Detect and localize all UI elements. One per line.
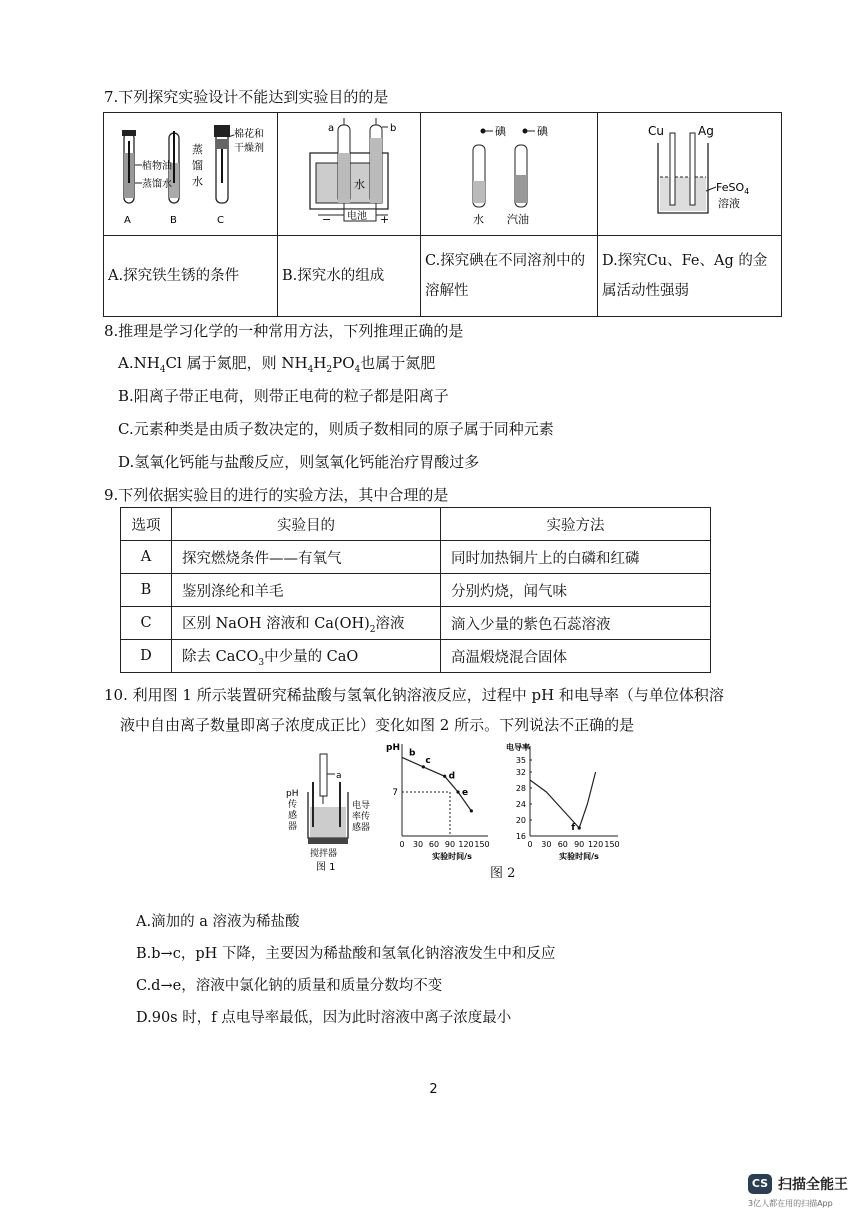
fig-c-water: 水 — [473, 213, 484, 226]
ph-x-tick: 60 — [428, 840, 440, 849]
fig-a-label2: 蒸馏水 — [142, 179, 172, 190]
cond-x-label: 实验时间/s — [559, 852, 599, 861]
q10-option-b: B.b→c，pH 下降，主要因为稀盐酸和氢氧化钠溶液发生中和反应 — [136, 946, 556, 962]
figure-1-apparatus — [280, 752, 380, 872]
q8-a-h: H — [313, 354, 327, 372]
q9-row-c-method: 滴入少量的紫色石蕊溶液 — [441, 607, 711, 640]
fig-b-b: b — [390, 123, 397, 134]
ph-point — [456, 790, 459, 793]
q9-row-c-goal-pre: 区别 NaOH 溶液和 Ca(OH) — [182, 615, 370, 632]
fig1-caption: 图 1 — [316, 862, 336, 872]
figure-2-caption: 图 2 — [490, 866, 516, 881]
fig1-ph4: 器 — [288, 822, 298, 832]
q9-header-row — [121, 508, 711, 541]
fig1-stirrer: 搅拌器 — [310, 849, 338, 859]
q8-title: 8.推理是学习化学的一种常用方法，下列推理正确的是 — [104, 322, 464, 340]
fig-a-label4: 馏 — [192, 159, 203, 172]
fig1-ph1: pH — [286, 789, 299, 799]
q8-a-pre: A.NH — [118, 354, 160, 372]
scanner-logo-icon: CS — [748, 1174, 772, 1194]
q7-option-b: B.探究水的组成 — [278, 236, 421, 317]
q10-option-a: A.滴加的 a 溶液为稀盐酸 — [136, 914, 300, 930]
q8-a-po: PO — [332, 354, 355, 372]
conductivity-chart — [500, 740, 625, 865]
fig-a-A: A — [124, 215, 131, 226]
cond-x-tick: 60 — [557, 840, 568, 849]
q7-option-d: D.探究Cu、Fe、Ag 的金属活动性强弱 — [598, 236, 782, 317]
fig-a-label3: 蒸 — [192, 143, 203, 156]
fig-b-water: 水 — [354, 178, 365, 191]
q9-row-b-goal: 鉴别涤纶和羊毛 — [172, 574, 441, 607]
ph-point-label: c — [425, 755, 431, 766]
q7-fig-b — [278, 113, 421, 236]
fig-d-cu: Cu — [648, 124, 664, 138]
q10-line1: 10. 利用图 1 所示装置研究稀盐酸与氢氧化钠溶液反应，过程中 pH 和电导率（与单位体积溶 — [104, 686, 724, 704]
ph-x-label: 实验时间/s — [432, 852, 472, 861]
fig-a-label1: 植物油 — [142, 161, 172, 172]
cond-y-tick: 32 — [515, 768, 526, 777]
q8-option-c: C.元素种类是由质子数决定的，则质子数相同的原子属于同种元素 — [118, 420, 554, 438]
cond-x-tick: 0 — [527, 840, 533, 849]
fig-c-iodine1: 碘 — [495, 125, 506, 138]
q7-fig-d — [598, 113, 782, 236]
fig-b-minus: − — [322, 213, 332, 226]
q7-fig-a — [104, 113, 278, 236]
q9-table — [120, 507, 711, 673]
fig-d-sol1-text: FeSO — [716, 181, 745, 194]
electrolysis-figure — [278, 113, 420, 231]
fig1-cond2: 率传 — [352, 812, 371, 822]
q9-header-method: 实验方法 — [441, 508, 711, 541]
cond-point-f — [578, 826, 581, 829]
cond-point-label: f — [571, 823, 576, 833]
fig-b-battery: 电池 — [347, 211, 367, 222]
cond-y-tick: 20 — [515, 816, 526, 825]
q7-option-c: C.探究碘在不同溶剂中的溶解性 — [421, 236, 598, 317]
q10-option-d: D.90s 时，f 点电导率最低，因为此时溶液中离子浓度最小 — [136, 1010, 512, 1026]
cond-x-tick: 30 — [541, 840, 552, 849]
fig1-ph3: 感 — [288, 811, 298, 821]
iodine-solubility-figure — [421, 113, 597, 231]
q8-option-a — [118, 352, 435, 375]
fig-a-B: B — [170, 215, 177, 226]
q9-row-b-method: 分别灼烧，闻气味 — [441, 574, 711, 607]
table-row — [121, 574, 711, 607]
rust-experiment-figure — [104, 113, 277, 231]
table-row — [121, 607, 711, 640]
ph-y-tick: 7 — [392, 788, 398, 798]
q9-row-d-goal-sub: 3 — [258, 657, 265, 668]
table-row — [121, 541, 711, 574]
q7-option-a: A.探究铁生锈的条件 — [104, 236, 278, 317]
q7-fig-c — [421, 113, 598, 236]
fig1-cond1: 电导 — [352, 801, 371, 811]
q9-row-d-goal-pre: 除去 CaCO — [182, 648, 259, 665]
q9-row-a-method: 同时加热铜片上的白磷和红磷 — [441, 541, 711, 574]
ph-x-tick: 30 — [412, 840, 424, 849]
ph-point-label: b — [409, 748, 416, 759]
fig-a-label6: 棉花和 — [234, 129, 264, 140]
fig-c-gasoline: 汽油 — [507, 213, 529, 226]
fig1-ph2: 传 — [288, 800, 298, 810]
q8-a-mid: Cl 属于氮肥，则 NH — [165, 354, 308, 372]
cond-y-tick: 24 — [515, 800, 526, 809]
ph-point — [470, 809, 473, 812]
q10-line2: 液中自由离子数量即离子浓度成正比）变化如图 2 所示。下列说法不正确的是 — [120, 716, 635, 734]
q9-row-b-opt: B — [121, 574, 172, 607]
fig-a-C: C — [217, 215, 224, 226]
scanner-app-name: 扫描全能王 — [778, 1177, 848, 1193]
q8-option-b: B.阳离子带正电荷，则带正电荷的粒子都是阳离子 — [118, 387, 449, 405]
q9-row-c-goal-post: 溶液 — [375, 615, 405, 632]
ph-series-line — [402, 757, 471, 811]
scanner-tagline: 3亿人都在用的扫描App — [748, 1199, 833, 1208]
cond-x-tick: 150 — [604, 840, 620, 849]
q8-a-sub2: 4 — [307, 365, 314, 375]
ph-x-tick: 150 — [474, 840, 490, 849]
q7-title: 7.下列探究实验设计不能达到实验目的的是 — [104, 88, 389, 106]
q9-row-c-goal-sub: 2 — [369, 624, 376, 635]
ph-y-label: pH — [386, 743, 400, 753]
fig1-cond3: 感器 — [352, 823, 371, 833]
page-number: 2 — [429, 1082, 438, 1097]
q7-table — [103, 112, 782, 317]
q8-a-sub3: 2 — [326, 365, 333, 375]
q9-row-d-goal — [172, 640, 441, 673]
q9-header-goal: 实验目的 — [172, 508, 441, 541]
cond-x-tick: 90 — [574, 840, 585, 849]
cond-y-label: 电导率 — [506, 743, 530, 752]
q8-a-sub1: 4 — [159, 365, 166, 375]
q10-option-c: C.d→e，溶液中氯化钠的质量和质量分数均不变 — [136, 978, 443, 994]
ph-point-label: e — [462, 788, 469, 798]
fig-b-plus: + — [380, 213, 390, 226]
q9-header-option: 选项 — [121, 508, 172, 541]
ph-chart — [386, 740, 496, 865]
q9-row-d-goal-post: 中少量的 CaO — [264, 648, 359, 665]
q9-row-d-opt: D — [121, 640, 172, 673]
fig-c-iodine2: 碘 — [537, 125, 548, 138]
q9-row-a-opt: A — [121, 541, 172, 574]
cond-x-tick: 120 — [587, 840, 604, 849]
ph-x-tick: 120 — [458, 840, 474, 849]
cond-y-tick: 35 — [515, 756, 526, 765]
table-row — [121, 640, 711, 673]
q8-a-post: 也属于氮肥 — [360, 354, 436, 372]
q9-row-a-goal: 探究燃烧条件——有氧气 — [172, 541, 441, 574]
fig1-a: a — [336, 771, 342, 781]
fig-d-sol2: 溶液 — [718, 197, 740, 210]
ph-point — [443, 775, 446, 778]
ph-x-tick: 0 — [399, 840, 405, 849]
q9-row-c-goal — [172, 607, 441, 640]
q8-option-d: D.氢氧化钙能与盐酸反应，则氢氧化钙能治疗胃酸过多 — [118, 453, 480, 471]
fig-a-label7: 干燥剂 — [234, 143, 264, 154]
q8-a-sub4: 4 — [354, 365, 361, 375]
metal-activity-figure — [598, 113, 781, 231]
cond-y-tick: 16 — [515, 832, 526, 841]
fig-d-ag: Ag — [698, 124, 714, 138]
ph-point-label: d — [448, 771, 456, 782]
fig-a-label5: 水 — [192, 175, 203, 188]
fig-d-sol1-sub: 4 — [744, 187, 750, 196]
ph-x-tick: 90 — [444, 840, 456, 849]
fig-d-sol1 — [716, 181, 749, 196]
cond-y-tick: 28 — [515, 784, 526, 793]
cond-series-line — [530, 772, 596, 828]
fig-b-a: a — [328, 123, 335, 134]
q9-title: 9.下列依据实验目的进行的实验方法，其中合理的是 — [104, 486, 449, 504]
q9-row-d-method: 高温煅烧混合固体 — [441, 640, 711, 673]
q9-row-c-opt: C — [121, 607, 172, 640]
